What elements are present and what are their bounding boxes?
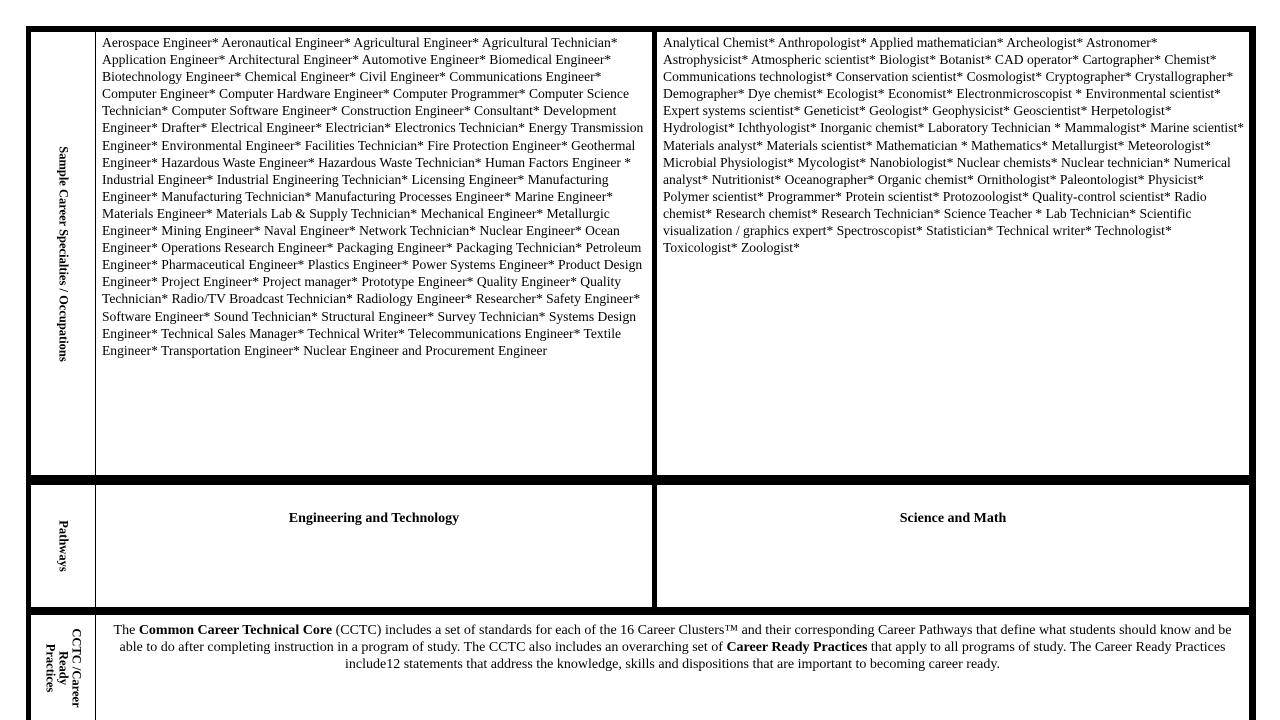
occupations-label: Sample Career Specialties / Occupations (56, 145, 71, 362)
cctc-label (44, 628, 83, 707)
cctc-text-bold2: Career Ready Practices (726, 640, 868, 655)
cctc-text-part1: The (113, 623, 139, 638)
cctc-label-line2: Ready (56, 650, 71, 685)
pathways-label-cell (31, 485, 95, 607)
cctc-text-bold1: Common Career Technical Core (138, 623, 333, 638)
cctc-label-line1: CCTC /Career (69, 627, 84, 708)
cctc-description (96, 615, 1249, 720)
cctc-text-part2: (CCTC) includes a set of standards for each of the 16 Career Clusters™ and their corresponding Career Pathways that define what students should know and be able to do after completing instruction in a program of study. The CCTC also includes an overarching set of (119, 623, 1232, 655)
cctc-text-part3: that apply to all programs of study. The Career Ready Practices include12 statements that address the knowledge, skills and dispositions that are important to becoming career ready. (345, 640, 1226, 672)
science-pathway-cell (657, 485, 1249, 607)
cctc-label-line3: Practices (43, 643, 58, 692)
science-occupations: Analytical Chemist* Anthropologist* Applied mathematician* Archeologist* Astronomer* Astrophysicist* Atmospheric scientist* Biologist* Botanist* CAD operator* Cartographer* Chemist* Communications technologist* Conservation scientist* Cosmologist* Cryptographer* Crystallographer* Demographer* Dye chemist* Ecologist* Economist* Electronmicroscopist * Environmental scientist* Expert systems scientist* Geneticist* Geologist* Geophysicist* Geoscientist* Herpetologist* Hydrologist* Ichthyologist* Inorganic chemist* Laboratory Technician * Mammalogist* Marine scientist* Materials analyst* Materials scientist* Mathematician * Mathematics* Metallurgist* Meteorologist* Microbial Physiologist* Mycologist* Nanobiologist* Nuclear chemists* Nuclear technician* Numerical analyst* Nutritionist* Oceanographer* Organic chemist* Ornithologist* Paleontologist* Physicist* Polymer scientist* Programmer* Protein scientist* Protozoologist* Quality-control scientist* Radio chemist* Research chemist* Research Technician* Science Teacher * Lab Technician* Scientific visualization / graphics expert* Spectroscopist* Statistician* Technical writer* Technologist* Toxicologist* Zoologist* (657, 32, 1249, 475)
science-pathway-title: Science and Math (899, 511, 1007, 526)
pathways-row (26, 481, 1256, 612)
engineering-occupations: Aerospace Engineer* Aeronautical Engineer* Agricultural Engineer* Agricultural Technician* Application Engineer* Architectural Engineer* Automotive Engineer* Biomedical Engineer* Biotechnology Engineer* Chemical Engineer* Civil Engineer* Communications Engineer* Computer Engineer* Computer Hardware Engineer* Computer Programmer* Computer Science Technician* Computer Software Engineer* Construction Engineer* Consultant* Development Engineer* Drafter* Electrical Engineer* Electrician* Electronics Technician* Energy Transmission Engineer* Environmental Engineer* Facilities Technician* Fire Protection Engineer* Geothermal Engineer* Hazardous Waste Engineer* Hazardous Waste Technician* Human Factors Engineer * Industrial Engineer* Industrial Engineering Technician* Licensing Engineer* Manufacturing Engineer* Manufacturing Technician* Manufacturing Processes Engineer* Marine Engineer* Materials Engineer* Materials Lab & Supply Technician* Mechanical Engineer* Metallurgic Engineer* Mining Engineer* Naval Engineer* Network Technician* Nuclear Engineer* Ocean Engineer* Operations Research Engineer* Packaging Engineer* Packaging Technician* Petroleum Engineer* Pharmaceutical Engineer* Plastics Engineer* Power Systems Engineer* Product Design Engineer* Project Engineer* Project manager* Prototype Engineer* Quality Engineer* Quality Technician* Radio/TV Broadcast Technician* Radiology Engineer* Researcher* Safety Engineer* Software Engineer* Sound Technician* Structural Engineer* Survey Technician* Systems Design Engineer* Technical Sales Manager* Technical Writer* Telecommunications Engineer* Textile Engineer* Transportation Engineer* Nuclear Engineer and Procurement Engineer (96, 32, 652, 475)
cctc-row (26, 612, 1256, 720)
engineering-pathway-cell (96, 485, 652, 607)
pathways-label: Pathways (56, 520, 71, 572)
cctc-label-cell (31, 615, 95, 720)
occupations-row (26, 26, 1256, 481)
occupations-label-cell (31, 32, 95, 475)
engineering-pathway-title: Engineering and Technology (288, 511, 460, 526)
